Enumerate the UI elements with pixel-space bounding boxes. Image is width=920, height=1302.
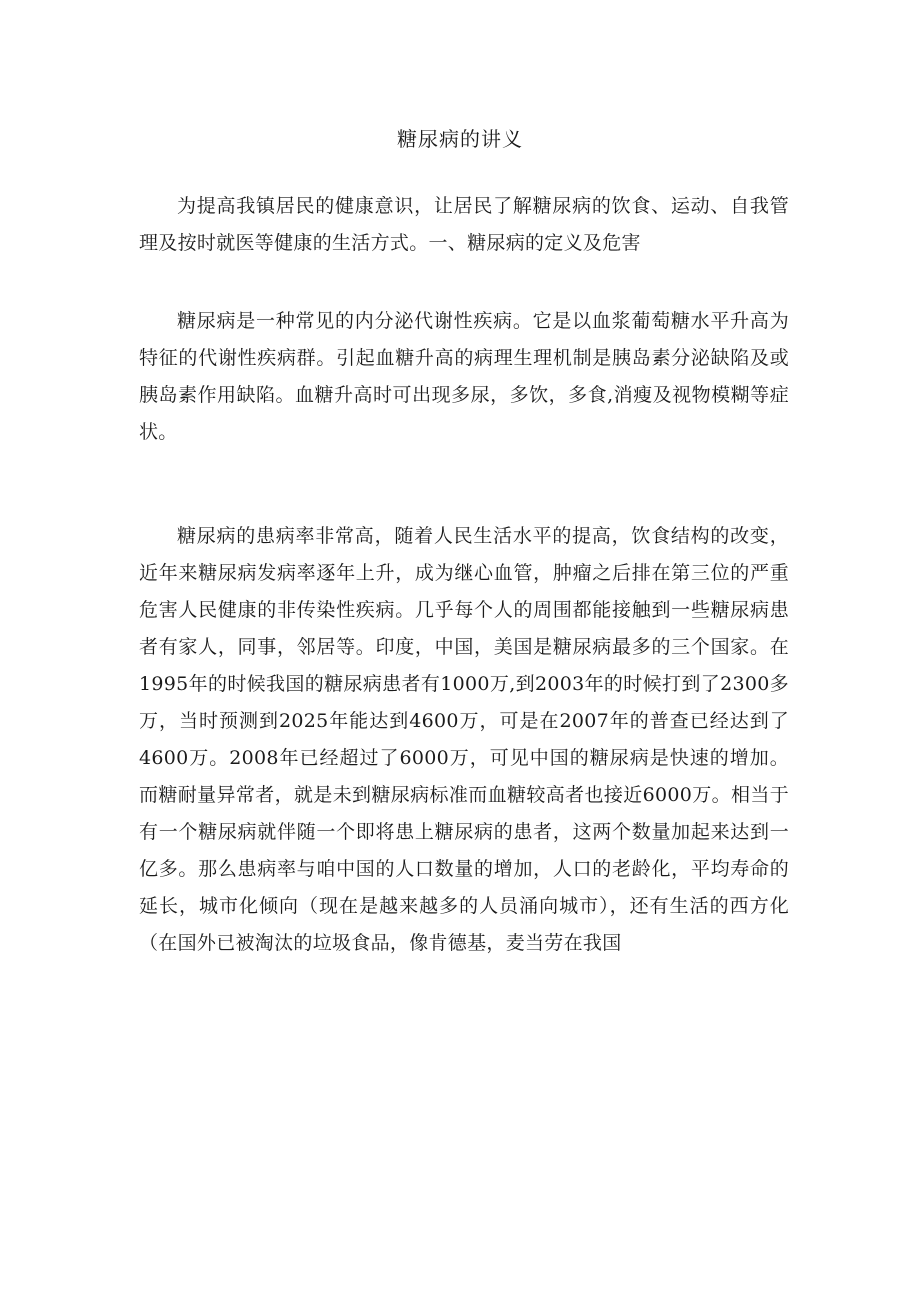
paragraph-prevalence: 糖尿病的患病率非常高，随着人民生活水平的提高，饮食结构的改变，近年来糖尿病发病率逐年上升，成为继心血管，肿瘤之后排在第三位的严重危害人民健康的非传染性疾病。几乎每个人的周围都能接触到一些糖尿病患者有家人，同事，邻居等。印度，中国，美国是糖尿病最多的三个国家。在1995年的时候我国的糖尿病患者有1000万,到2003年的时候打到了2300多万，当时预测到2025年能达到4600万，可是在2007年的普查已经达到了4600万。2008年已经超过了6000万，可见中国的糖尿病是快速的增加。而糖耐量异常者，就是未到糖尿病标准而血糖较高者也接近6000万。相当于有一个糖尿病就伴随一个即将患上糖尿病的患者，这两个数量加起来达到一亿多。那么患病率与咱中国的人口数量的增加，人口的老龄化，平均寿命的延长，城市化倾向（现在是越来越多的人员涌向城市），还有生活的西方化（在国外已被淘汰的垃圾食品，像肯德基，麦当劳在我国	[139, 525, 789, 954]
document-title: 糖尿病的讲义	[397, 127, 523, 151]
paragraph-intro: 为提高我镇居民的健康意识，让居民了解糖尿病的饮食、运动、自我管理及按时就医等健康的生活方式。一、糖尿病的定义及危害	[139, 195, 789, 254]
paragraph-definition: 糖尿病是一种常见的内分泌代谢性疾病。它是以血浆葡萄糖水平升高为特征的代谢性疾病群。引起血糖升高的病理生理机制是胰岛素分泌缺陷及或胰岛素作用缺陷。血糖升高时可出现多尿，多饮，多食,消瘦及视物模糊等症状。	[139, 310, 789, 443]
